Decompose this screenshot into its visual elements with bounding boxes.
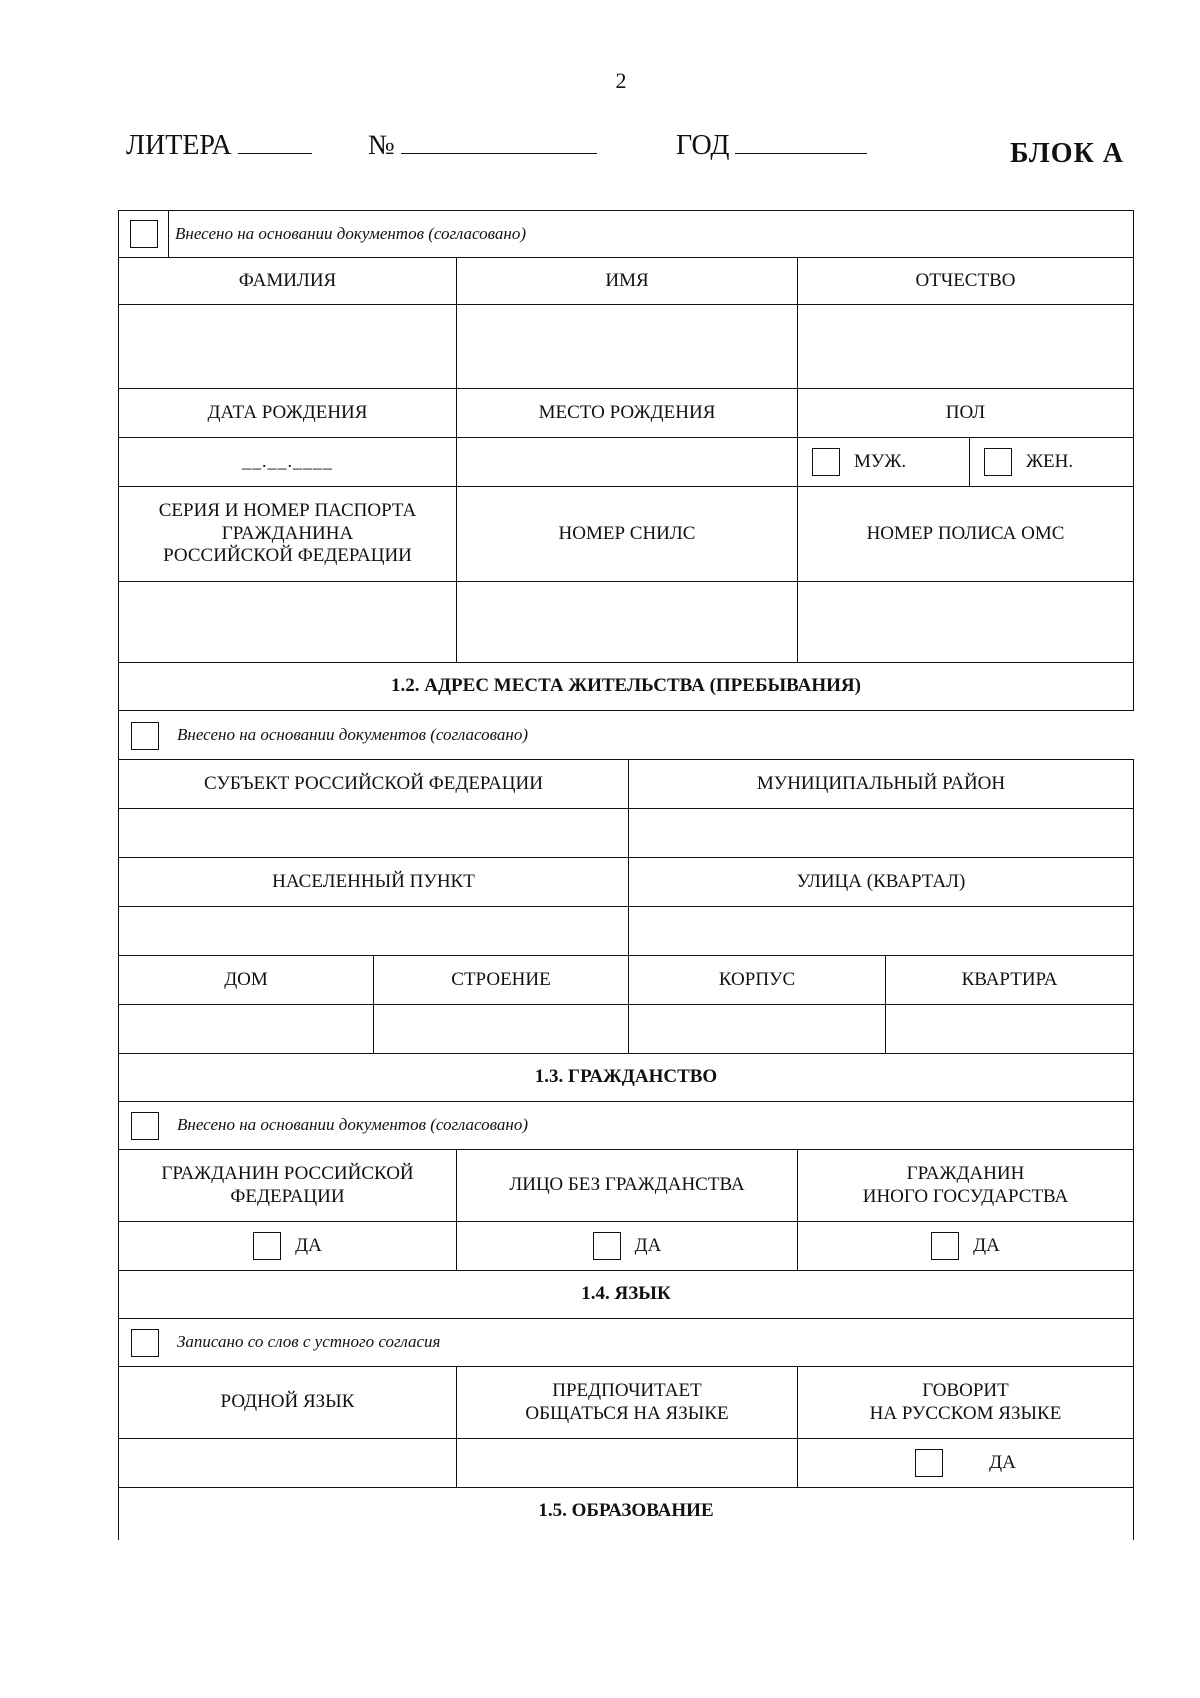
name-label: ИМЯ	[457, 258, 798, 304]
stateless-yes-label: ДА	[634, 1234, 662, 1256]
address-confirmed-checkbox[interactable]	[131, 722, 159, 750]
apartment-input[interactable]	[886, 1005, 1133, 1053]
foreign-citizen-label-line1: ГРАЖДАНИН	[906, 1162, 1025, 1184]
sex-male-cell	[798, 438, 970, 486]
year-label: ГОД	[676, 130, 730, 161]
number-field	[368, 130, 597, 162]
doc-note-checkbox-cell	[119, 211, 169, 257]
address-section-title: 1.2. АДРЕС МЕСТА ЖИТЕЛЬСТВА (ПРЕБЫВАНИЯ)	[391, 675, 861, 697]
surname-input[interactable]	[119, 305, 457, 388]
passport-input[interactable]	[119, 582, 457, 662]
address-header-row-2	[118, 857, 1134, 907]
doc-note-row	[118, 210, 1134, 258]
preferred-language-input[interactable]	[457, 1439, 798, 1487]
settlement-label: НАСЕЛЕННЫЙ ПУНКТ	[119, 858, 629, 906]
address-doc-note	[119, 711, 1134, 760]
male-label: МУЖ.	[854, 450, 907, 472]
speaks-russian-yes-checkbox[interactable]	[915, 1449, 943, 1477]
language-input-row	[118, 1438, 1134, 1488]
citizenship-doc-note-row	[118, 1101, 1134, 1150]
education-section-title: 1.5. ОБРАЗОВАНИЕ	[538, 1500, 714, 1521]
snils-label: НОМЕР СНИЛС	[457, 487, 798, 581]
oms-label: НОМЕР ПОЛИСА ОМС	[866, 522, 1065, 544]
female-label: ЖЕН.	[1026, 450, 1074, 472]
language-section-header	[118, 1270, 1134, 1319]
birth-header-row	[118, 388, 1134, 438]
passport-label-line3: РОССИЙСКОЙ ФЕДЕРАЦИИ	[163, 545, 412, 567]
sex-female-cell	[970, 438, 1133, 486]
speaks-russian-label-line1: ГОВОРИТ	[922, 1379, 1009, 1401]
speaks-russian-label-line2: НА РУССКОМ ЯЗЫКЕ	[869, 1402, 1062, 1424]
foreign-citizen-yes-checkbox[interactable]	[931, 1232, 959, 1260]
address-header-row-1	[118, 759, 1134, 809]
stateless-yes-cell	[457, 1222, 798, 1270]
oms-input[interactable]	[798, 582, 1133, 662]
litera-blank[interactable]	[238, 153, 312, 154]
korpus-input[interactable]	[629, 1005, 886, 1053]
settlement-input[interactable]	[119, 907, 629, 955]
language-note	[119, 1319, 1133, 1366]
rf-citizen-label-line2: ФЕДЕРАЦИИ	[230, 1185, 345, 1207]
speaks-russian-label	[798, 1367, 1133, 1438]
number-label: №	[368, 130, 395, 161]
stateless-yes-checkbox[interactable]	[593, 1232, 621, 1260]
citizenship-header-row	[118, 1149, 1134, 1222]
page-number: 2	[615, 68, 627, 93]
house-label: ДОМ	[119, 956, 374, 1004]
preferred-language-label-line1: ПРЕДПОЧИТАЕТ	[552, 1379, 702, 1401]
address-input-row-3	[118, 1004, 1134, 1054]
passport-label-line2: ГРАЖДАНИНА	[221, 522, 354, 544]
citizenship-doc-note-text: Внесено на основании документов (согласовано)	[177, 1115, 528, 1135]
street-input[interactable]	[629, 907, 1133, 955]
citizenship-confirmed-checkbox[interactable]	[131, 1112, 159, 1140]
year-blank[interactable]	[735, 153, 867, 154]
language-note-text: Записано со слов с устного согласия	[177, 1332, 441, 1352]
documents-input-row	[118, 581, 1134, 663]
address-input-row-1	[118, 808, 1134, 858]
patronymic-label: ОТЧЕСТВО	[915, 269, 1016, 291]
district-input[interactable]	[629, 809, 1133, 857]
male-checkbox[interactable]	[812, 448, 840, 476]
birth-date-input[interactable]	[119, 438, 457, 486]
rf-citizen-yes-checkbox[interactable]	[253, 1232, 281, 1260]
sex-label: ПОЛ	[945, 401, 986, 423]
speaks-russian-yes-label: ДА	[989, 1451, 1016, 1473]
doc-note-text: Внесено на основании документов (согласовано)	[175, 223, 526, 243]
doc-confirmed-checkbox[interactable]	[130, 220, 158, 248]
birth-place-input[interactable]	[457, 438, 798, 486]
rf-citizen-yes-cell	[119, 1222, 457, 1270]
birth-input-row	[118, 437, 1134, 487]
year-field	[676, 130, 867, 162]
korpus-label: КОРПУС	[629, 956, 886, 1004]
female-checkbox[interactable]	[984, 448, 1012, 476]
education-section-header	[118, 1487, 1134, 1540]
documents-header-row	[118, 486, 1134, 582]
citizenship-yes-row	[118, 1221, 1134, 1271]
street-label: УЛИЦА (КВАРТАЛ)	[796, 870, 966, 892]
language-consent-checkbox[interactable]	[131, 1329, 159, 1357]
litera-label: ЛИТЕРА	[126, 130, 232, 161]
native-language-input[interactable]	[119, 1439, 457, 1487]
citizenship-section-header	[118, 1053, 1134, 1102]
address-doc-note-row	[118, 710, 1134, 760]
snils-input[interactable]	[457, 582, 798, 662]
address-doc-note-text: Внесено на основании документов (согласовано)	[177, 725, 528, 745]
foreign-citizen-yes-label: ДА	[973, 1234, 1000, 1256]
preferred-language-label	[457, 1367, 798, 1438]
building-label: СТРОЕНИЕ	[374, 956, 629, 1004]
names-input-row	[118, 304, 1134, 389]
apartment-label: КВАРТИРА	[961, 968, 1058, 990]
birth-date-label: ДАТА РОЖДЕНИЯ	[119, 389, 457, 437]
language-section-title: 1.4. ЯЗЫК	[581, 1283, 671, 1305]
preferred-language-label-line2: ОБЩАТЬСЯ НА ЯЗЫКЕ	[525, 1402, 729, 1424]
house-input[interactable]	[119, 1005, 374, 1053]
citizenship-section-title: 1.3. ГРАЖДАНСТВО	[534, 1066, 718, 1088]
surname-label: ФАМИЛИЯ	[119, 258, 457, 304]
building-input[interactable]	[374, 1005, 629, 1053]
foreign-citizen-yes-cell	[798, 1222, 1133, 1270]
address-header-row-3	[118, 955, 1134, 1005]
citizenship-doc-note	[119, 1102, 1133, 1149]
language-header-row	[118, 1366, 1134, 1439]
form-block-a	[118, 210, 1134, 1540]
address-input-row-2	[118, 906, 1134, 956]
rf-citizen-label-line1: ГРАЖДАНИН РОССИЙСКОЙ	[161, 1162, 414, 1184]
passport-label	[119, 487, 457, 581]
passport-label-line1: СЕРИЯ И НОМЕР ПАСПОРТА	[158, 499, 417, 521]
names-header-row	[118, 257, 1134, 305]
foreign-citizen-label	[798, 1150, 1133, 1221]
native-language-label: РОДНОЙ ЯЗЫК	[119, 1367, 457, 1438]
subject-input[interactable]	[119, 809, 629, 857]
stateless-label: ЛИЦО БЕЗ ГРАЖДАНСТВА	[457, 1150, 798, 1221]
name-input[interactable]	[457, 305, 798, 388]
patronymic-input[interactable]	[798, 305, 1133, 388]
speaks-russian-yes-cell	[798, 1439, 1133, 1487]
number-blank[interactable]	[401, 153, 597, 154]
district-label: МУНИЦИПАЛЬНЫЙ РАЙОН	[756, 772, 1006, 794]
rf-citizen-label	[119, 1150, 457, 1221]
foreign-citizen-label-line2: ИНОГО ГОСУДАРСТВА	[862, 1185, 1069, 1207]
birth-place-label: МЕСТО РОЖДЕНИЯ	[457, 389, 798, 437]
language-note-row	[118, 1318, 1134, 1367]
litera-field	[126, 130, 312, 162]
rf-citizen-yes-label: ДА	[295, 1234, 322, 1256]
block-label: БЛОК А	[1010, 138, 1124, 169]
date-template: __.__.____	[242, 451, 333, 472]
address-section-header	[118, 662, 1134, 711]
subject-label: СУБЪЕКТ РОССИЙСКОЙ ФЕДЕРАЦИИ	[119, 760, 629, 808]
